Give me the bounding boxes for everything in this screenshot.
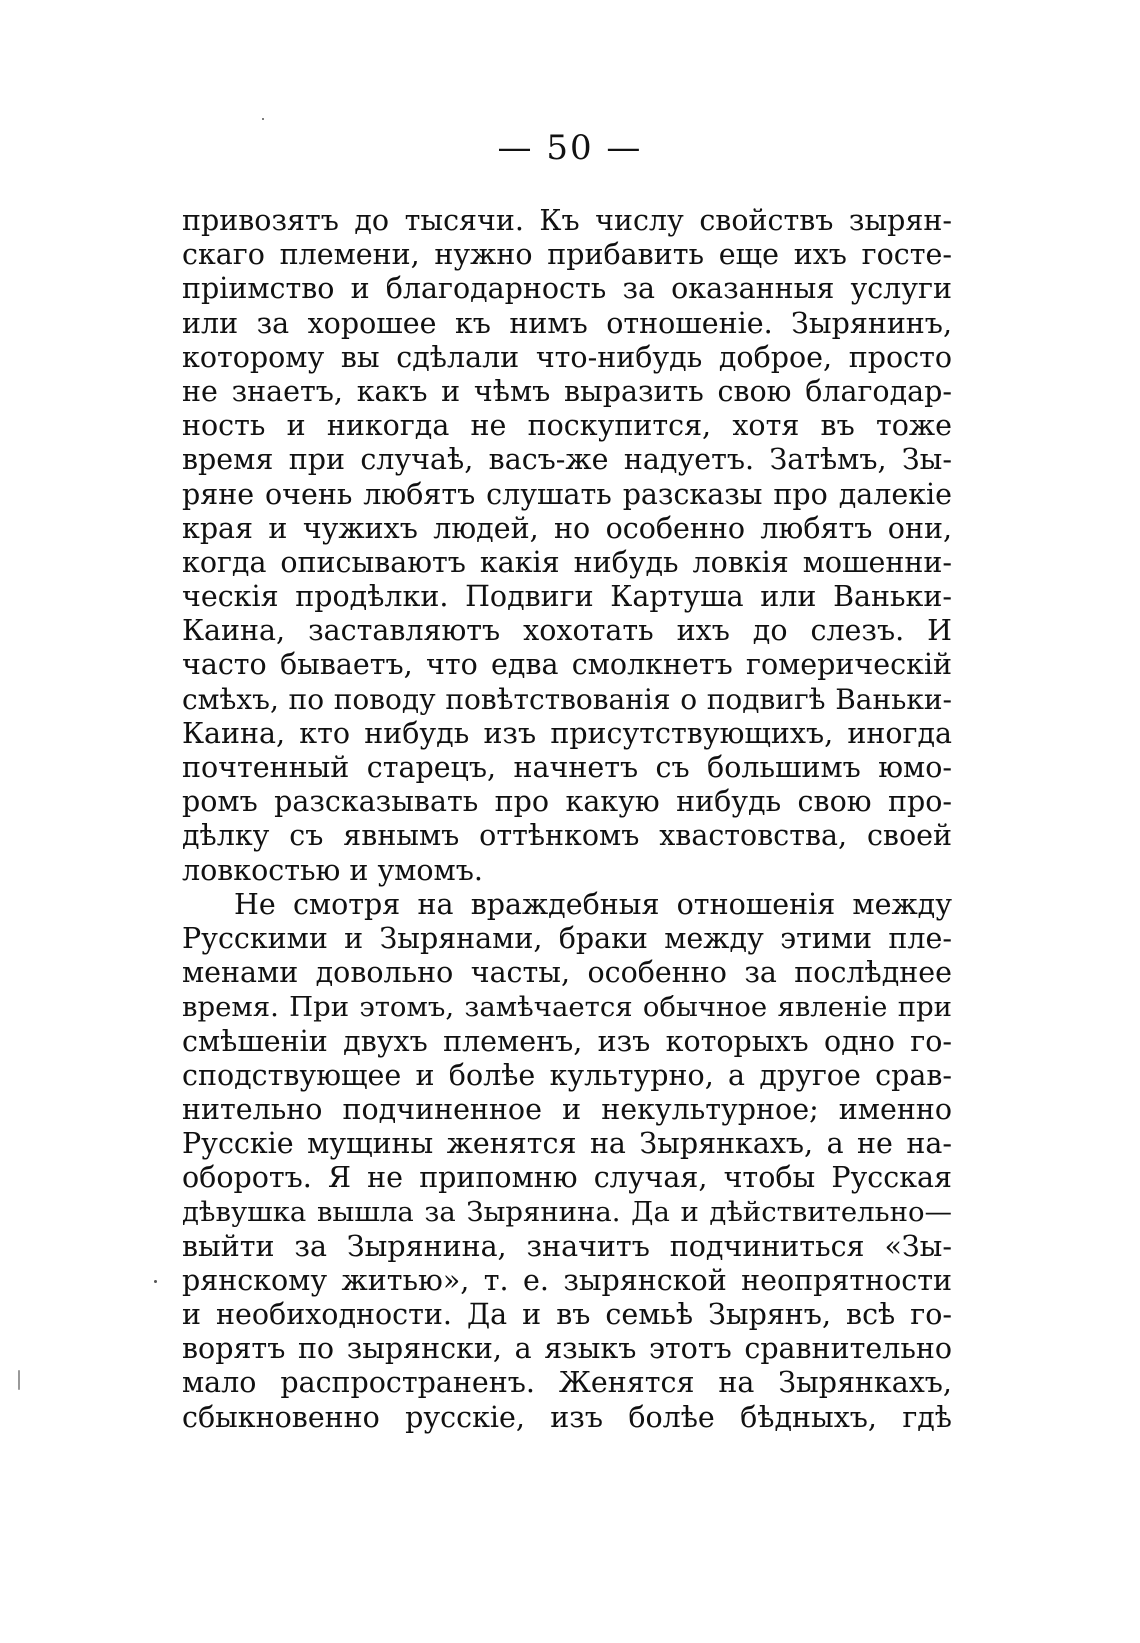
text-line: края и чужихъ людей, но особенно любятъ они, — [182, 511, 952, 545]
body-text — [182, 204, 952, 1435]
text-line: менами довольно часты, особенно за послѣднее — [182, 956, 952, 990]
text-line: и необиходности. Да и въ семьѣ Зырянъ, всѣ го- — [182, 1298, 952, 1331]
text-line: ность и никогда не поскупится, хотя въ тоже — [182, 409, 952, 443]
text-line: Каина, кто нибудь изъ присутствующихъ, иногда — [182, 716, 952, 750]
text-line: Не смотря на враждебныя отношенія между — [234, 887, 952, 921]
paragraph-2 — [182, 888, 952, 1435]
text-line: рянскому житью», т. е. зырянской неопрятности — [182, 1263, 952, 1297]
text-line: ворятъ по зырянски, а языкъ этотъ сравнительно — [182, 1332, 952, 1366]
text-line: оборотъ. Я не припомню случая, чтобы Русская — [182, 1161, 952, 1195]
text-line: не знаетъ, какъ и чѣмъ выразить свою благодар- — [182, 374, 952, 408]
text-line: часто бываетъ, что едва смолкнетъ гомерическій — [182, 648, 952, 682]
text-line: ловкостью и умомъ. — [182, 853, 483, 887]
scan-speck — [18, 1370, 20, 1390]
text-line: время при случаѣ, васъ-же надуетъ. Затѣмъ, Зы- — [182, 443, 952, 477]
text-line: пріимство и благодарность за оказанныя услуги — [182, 272, 952, 306]
text-line: или за хорошее къ нимъ отношеніе. Зырянинъ, — [182, 306, 952, 340]
text-line: Русскіе мущины женятся на Зырянкахъ, а не на- — [182, 1127, 952, 1161]
text-line: время. При этомъ, замѣчается обычное явленіе при — [182, 991, 952, 1024]
text-line: мало распространенъ. Женятся на Зырянкахъ, — [182, 1366, 952, 1400]
text-line: выйти за Зырянина, значитъ подчиниться «Зы- — [182, 1229, 952, 1263]
text-line: ромъ разсказывать про какую нибудь свою про- — [182, 785, 952, 819]
paragraph-1 — [182, 204, 952, 888]
scan-speck — [154, 1280, 157, 1283]
text-line: которому вы сдѣлали что-нибудь доброе, просто — [182, 340, 952, 374]
scan-speck — [262, 118, 264, 120]
text-line: Русскими и Зырянами, браки между этими пле- — [182, 921, 952, 955]
text-line: дѣлку съ явнымъ оттѣнкомъ хвастовства, своей — [182, 819, 952, 853]
text-line: скаго племени, нужно прибавить еще ихъ госте- — [182, 238, 952, 272]
text-line: Каина, заставляютъ хохотать ихъ до слезъ. И — [182, 614, 952, 648]
text-line: смѣхъ, по поводу повѣтствованія о подвигѣ Ваньки- — [182, 682, 952, 716]
text-line: ряне очень любятъ слушать разсказы про далекіе — [182, 477, 952, 511]
text-line: смѣшеніи двухъ племенъ, изъ которыхъ одно го- — [182, 1024, 952, 1058]
text-line: сподствующее и болѣе культурно, а другое срав- — [182, 1058, 952, 1092]
text-line: когда описываютъ какія нибудь ловкія мошенни- — [182, 545, 952, 579]
text-line: нительно подчиненное и некультурное; именно — [182, 1092, 952, 1126]
text-line: привозятъ до тысячи. Къ числу свойствъ зырян- — [182, 204, 952, 237]
text-line: почтенный старецъ, начнетъ съ большимъ юмо- — [182, 751, 952, 784]
text-line: дѣвушка вышла за Зырянина. Да и дѣйствительно— — [182, 1196, 952, 1229]
text-line: сбыкновенно русскіе, изъ болѣе бѣдныхъ, гдѣ — [182, 1400, 952, 1434]
text-line: ческія продѣлки. Подвиги Картуша или Ваньки- — [182, 580, 952, 614]
page-number: — 50 — — [497, 128, 643, 168]
